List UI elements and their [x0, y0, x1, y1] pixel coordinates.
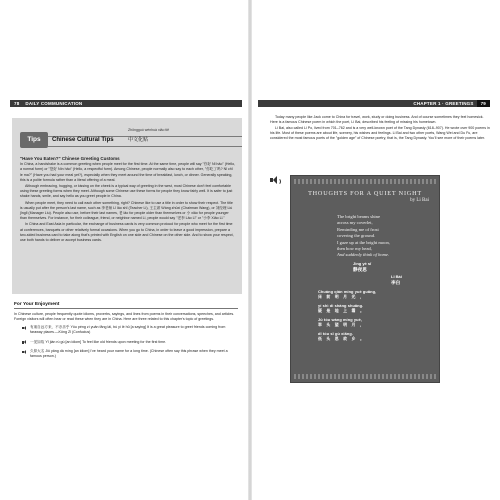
idiom-text: 有朋自远方来，不亦乐乎 Yǒu péng zì yuǎn fāng lái, bù yì lè hū [a saying] It is a great pleasure to greet friends coming from faraway places.—Kǒng Zǐ (Confucius) [30, 325, 226, 335]
poem-line [318, 331, 428, 342]
verse-line: And suddenly think of home. [337, 252, 390, 258]
poem-author: by Li Bai [410, 198, 429, 203]
poem-line [318, 317, 428, 328]
verse-line: Reminding me of frost [337, 226, 379, 232]
poem-author-pinyin: Lǐ Bái [391, 274, 402, 279]
poem-title-pinyin: Jìng yè sī [353, 261, 372, 266]
audio-speaker-icon[interactable] [270, 176, 280, 184]
poem-line-pinyin: Chuáng qián míng yuè guāng, [318, 289, 377, 294]
idiom-item [22, 325, 238, 335]
running-head-right [258, 100, 490, 107]
poem-line-pinyin: dī tóu sī gù xiāng. [318, 331, 353, 336]
poem-line-hanzi: 低头思故乡。 [318, 336, 369, 341]
audio-speaker-icon[interactable] [22, 326, 28, 331]
poem-line-pinyin: yí shì dì shàng shuāng. [318, 303, 364, 308]
right-body-text [270, 115, 490, 142]
tips-paragraph: Although embracing, hugging, or kissing on the cheek is a typical way of greeting in the west, most Chinese don't feel comfortable using these greeting forms when they meet. Although some Chinese use these forms for people they know fairly well. It is safer to just shake hands, smile, and say hello as you greet people in China. [20, 184, 233, 199]
page-number: 79 [477, 100, 490, 107]
idiom-item [22, 349, 238, 359]
enjoyment-intro: In Chinese culture, people frequently quote idioms, proverbs, sayings, and lines from poems in their conversations, speeches, and articles. Foreign visitors will often hear or read these when they are in China. Here are three related to this chapter's topic of greetings. [14, 311, 235, 321]
tips-title: Chinese Cultural Tips [52, 137, 114, 143]
enjoyment-heading: For Your Enjoyment [14, 302, 60, 307]
body-paragraph: Today many people like Jack come to China for travel, work, study or doing business. And of course sometimes they feel homesick. Here is a famous Chinese poem in which the poet, Li Bai, described his feeling of missing his hometown. [270, 115, 484, 125]
poem-english-verse [337, 214, 437, 259]
tips-pinyin: Zhōngguó wénhuà xiǎo tiē [128, 128, 170, 132]
audio-speaker-icon[interactable] [22, 350, 28, 355]
running-head-title: DAILY COMMUNICATION [25, 101, 83, 106]
tips-body [20, 156, 236, 244]
tips-paragraph: In China, a handshake is a common greeting when people meet for the first time. At the same time, people will say "你好 Nǐ hǎo" (Hello, a normal form) or "您好 Nín hǎo" (Hello, a respectful form). Among Chinese, people normally also say to each other, "你吃了吗? Nǐ chī le ma?" (Have you had your meal yet?), especially when they meet around the time of breakfast, lunch, or dinner. Generally speaking, this is a polite formula rather than a literal offering of a meal. [20, 162, 236, 182]
verse-line: covering the ground. [337, 233, 376, 239]
poem-chinese-lines [318, 289, 428, 345]
verse-line: I gaze up at the bright moon, [337, 239, 390, 245]
poem-line-hanzi: 床前明月光， [318, 294, 369, 299]
poem-line-hanzi: 疑是地上霜。 [318, 308, 369, 313]
tips-badge: Tips [20, 132, 48, 148]
poem-card [290, 175, 440, 383]
right-page [250, 0, 500, 500]
running-head-title: CHAPTER 1 · GREETINGS [413, 101, 474, 106]
idiom-item [22, 340, 238, 346]
tips-section-heading: "Have You Eaten?" Chinese Greeting Customs [20, 156, 120, 161]
heading-rule [14, 308, 238, 309]
poem-line-hanzi: 举头望明月， [318, 322, 369, 327]
poem-border-top [294, 179, 436, 184]
idiom-text: 一见如故 Yī jiàn rú gù [an idiom] To feel like old friends upon meeting for the first time. [30, 339, 167, 344]
verse-line: then bow my head, [337, 246, 372, 252]
verse-line: The bright beams shine [337, 214, 380, 219]
page-number: 78 [14, 101, 20, 106]
tips-paragraph: When people meet, they need to call each other something, right? Chinese like to use a title in order to show their respect. The title is usually put after the person's last name, such as 李老师 Lǐ lǎo shī (Teacher Li), 王主席 Wáng zhǔxí (Chairman Wang), or 刘经理 Liú jīnglǐ (Manager Liu). People also use, before their last names, 老 lǎo for people older than themselves or 小 xiǎo for people younger than themselves. For instance, for their colleague, friend, or neighbor named Li, people would say "老李 Lǎo Lǐ" or "小李 Xiǎo Lǐ." [20, 200, 233, 221]
idiom-text: 久仰大名 Jiǔ yǎng dà míng [an idiom] I've heard your name for a long time. (Chinese often say this phrase when they meet a famous person.) [30, 349, 228, 359]
poem-border-bottom [294, 374, 436, 379]
body-paragraph: Li Bai, also called Li Po, lived from 701–762 and is a very well-known poet of the Tang Dynasty (618–907). He wrote over 900 poems in his life. Most of these poems are about life, scenery, his wishes and feelings. Li Bai and two other poets, Wang Wei and Du Fu, are considered the most famous poets of the "golden age" of Chinese poetry, that is, the Tang Dynasty. You'll see more of their poems later. [270, 125, 490, 141]
tips-chinese-title: 中文化贴 [128, 137, 149, 143]
enjoyment-section [14, 302, 238, 363]
cultural-tips-box [12, 118, 242, 294]
running-head-left [10, 100, 242, 107]
audio-speaker-icon[interactable] [22, 340, 28, 345]
poem-author-chinese: 李白 [391, 281, 401, 286]
poem-line-pinyin: Jǔ tóu wàng míng yuè, [318, 317, 363, 322]
verse-line: across my coverlet, [337, 220, 373, 226]
poem-line [318, 303, 428, 314]
poem-title-chinese: 静夜思 [353, 268, 367, 273]
poem-line [318, 289, 428, 300]
poem-title: THOUGHTS FOR A QUIET NIGHT [308, 190, 422, 197]
tips-paragraph: In China and East Asia in particular, the exchange of business cards is very common protocol for people who meet for the first time at conferences, banquets or other relatively formal occasions. When you go to China, in order to leave a good impression, prepare a two-sided business card to take along that's printed with English on one side and Chinese on the other side. And to show your respect, use both hands to deliver or accept business cards. [20, 222, 234, 243]
